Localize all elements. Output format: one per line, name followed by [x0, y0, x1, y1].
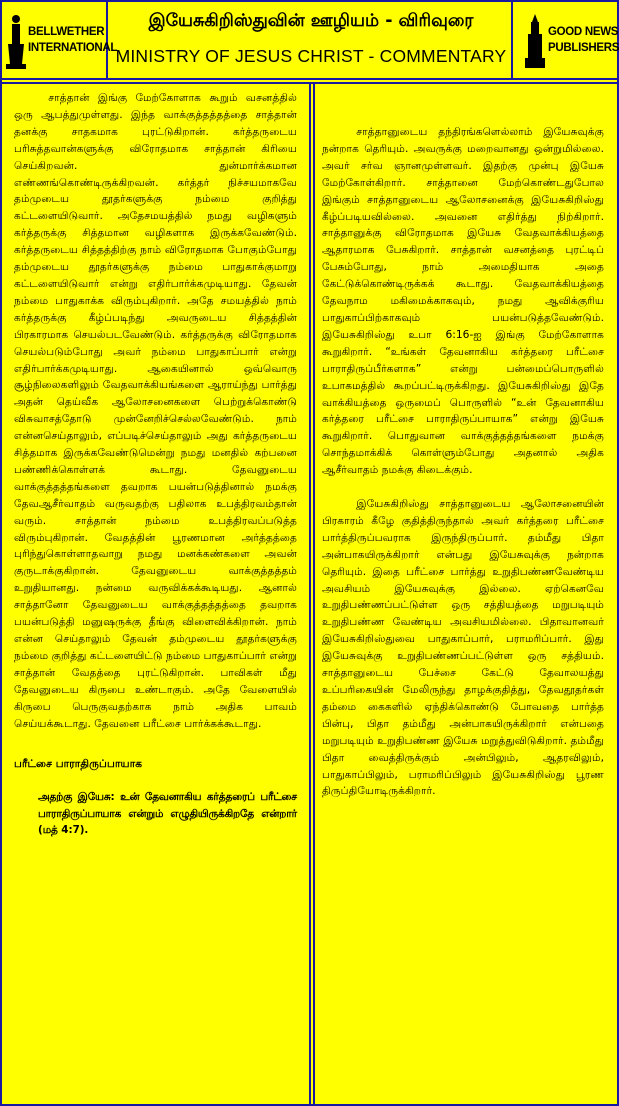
- good-news-logo: [518, 6, 619, 74]
- column-divider-a: [309, 84, 311, 1106]
- title-tamil: இயேசுகிறிஸ்துவின் ஊழியம் - விரிவுரை: [148, 11, 474, 31]
- section-subheading: பரீட்சை பாராதிருப்பாயாக: [14, 757, 143, 771]
- title-english: MINISTRY OF JESUS CHRIST - COMMENTARY: [115, 46, 507, 66]
- right-paragraph-2: இயேசுகிறிஸ்து சாத்தானுடைய ஆலோசனையின் பிரகாரம் கீழே குதித்திருந்தால் அவர் கர்த்தரை பரீட்சை பார்த்திருப்பவராக இருந்திருப்பார். தம்மீது பிதா அன்பாகயிருக்கிறார் என்பது இயேசுவுக்கு நன்றாக தெரியும். இதை பரீட்சை பார்த்து உறுதிபண்ணவேண்டிய அவசியம் இயேசுவுக்கு இல்லை. ஏற்கெனவே உறுதிபண்ணப்பட்டுள்ள ஒரு சத்தியத்தை மறுபடியும் உறுதிபண்ண வேண்டிய அவசியமில்லை. பிதாவானவர் இயேசுகிறிஸ்துவை பாதுகாப்பார், பராமரிப்பார். இது இயேசுவுக்கு உறுதிபண்ணப்பட்டுள்ள ஒரு சத்தியம். சாத்தானுடைய பேச்சை கேட்டு தேவாலயத்து உப்பரிகையின் மேலிருந்து தாழக்குதித்து, தேவதூதர்கள் தம்மை கைகளில் ஏந்திக்கொண்டு போவதை பார்த்த பின்பு, பிதா தம்மீது அன்பாகயிருக்கிறார் என்பதை மறுபடியும் உறுதிபண்ண இயேசு மறுத்துவிடுகிறார். தம்மீது பிதா வைத்திருக்கும் அன்பிலும், ஆதரவிலும், பாதுகாப்பிலும், பராமரிப்பிலும் இயேசுகிறிஸ்து பூரண திருப்தியோடிருக்கிறார்.: [322, 497, 604, 798]
- logo-right-line-2: PUBLISHERS: [548, 42, 619, 54]
- header-divider-right: [511, 0, 513, 80]
- logo-left-line-1: BELLWETHER: [28, 26, 105, 38]
- good-news-tower-icon: [524, 14, 546, 70]
- bellwether-figure-icon: [6, 14, 26, 72]
- paragraph-gap: [322, 479, 604, 496]
- right-paragraph-1: சாத்தானுடைய தந்திரங்களெல்லாம் இயேசுவுக்கு நன்றாக தெரியும். அவருக்கு மறைவானது ஒன்றுமில்லை. அவர் சர்வ ஞானமுள்ளவர். இதற்கு முன்பு இயேசு மேற்கோள்கிறார். சாத்தானை மேற்கொண்டதுபோல இங்கும் சாத்தானுடைய ஆலோசனைக்கு இயேசுகிறிஸ்து கீழ்ப்படியவில்லை. அவனை எதிர்த்து நிற்கிறார். சாத்தானுக்கு விரோதமாக இயேசு வேதவாக்கியத்தை ஆதாரமாக பேசுகிறார். சாத்தான் வசனத்தை புரட்டிப் பேசும்போது, நாம் அமைதியாக அதை கேட்டுக்கொண்டிருக்கக் கூடாது. வேதவாக்கியத்தை தேவநாம மகிமைக்காகவும், நமது ஆவிக்குரிய பாதுகாப்பிற்காகவும் பயன்படுத்தவேண்டும். இயேசுகிறிஸ்து உபா 6:16-ஐ இங்கு மேற்கோளாக கூறுகிறார். “உங்கள் தேவனாகிய கர்த்தரை பரீட்சை பாராதிருப்பீர்களாக” என்று பன்மைப்பொருளில் உபாகமத்தில் கூறப்பட்டிருக்கிறது. இயேசுகிறிஸ்து இதே வாக்கியத்தை ஒருமைப் பொருளில் “உன் தேவனாகிய கர்த்தரை பரீட்சை பாராதிருப்பாயாக” என்று இயேசு கூறுகிறார். பொதுவான வாக்குத்தத்தங்களை நமக்கு சொந்தமாக்கிக் கொள்ளும்போது அதனால் அதிக ஆசீர்வாதம் நமக்கு கிடைக்கும்.: [322, 125, 604, 477]
- header-bottom-rule: [0, 78, 619, 80]
- scripture-quote: அதற்கு இயேசு: உன் தேவனாகிய கர்த்தரைப் பரீட்சை பாராதிருப்பாயாக என்றும் எழுதியிருக்கிறதே என்றார் (மத் 4:7).: [38, 791, 297, 837]
- bellwether-logo: [4, 6, 118, 74]
- column-divider-b: [313, 84, 315, 1106]
- left-column: [14, 90, 297, 839]
- left-paragraph: சாத்தான் இங்கு மேற்கோளாக கூறும் வசனத்தில் ஒரு ஆபத்துமுள்ளது. இந்த வாக்குத்தத்தத்தை சாத்தான் தனக்கு சாதகமாக புரட்டுகிறான். கர்த்தருடைய பரிசுத்தவான்களுக்கு விரோதமாக சாத்தான் கிரியை செய்கிறவன். துன்மார்க்கமான எண்ணங்கொண்டிருக்கிறவன். கர்த்தர் நிச்சயமாகவே தம்முடைய தூதர்களுக்கு நம்மை குறித்து கட்டளையிடுவார். அதேசமயத்தில் நமது வழிகளும் கர்த்தருக்கு சித்தமான வழிகளாக இருக்கவேண்டும். கர்த்தருடைய சித்தத்திற்கு நாம் விரோதமாக போகும்போது தம்முடைய தூதர்களுக்கு நம்மை பாதுகாக்குமாறு கட்டளையிடுவார் என்று எதிர்பார்க்கமுடியாது. தேவன் நம்மை பாதுகாக்க விரும்புகிறார். அதே சமயத்தில் நாம் கர்த்தருக்கு கீழ்ப்படிந்து அவருடைய சித்தத்தின் பிரகாரமாக செயல்படவேண்டும். கர்த்தருக்கு விரோதமாக செயல்படும்போது அவர் நம்மை பாதுகாப்பார் என்று எதிர்பார்க்கமுடியாது. ஆகையினால் ஒவ்வொரு சூழ்நிலைகளிலும் வேதவாக்கியங்களை ஆராய்ந்து பார்த்து அதன் தெய்வீக ஆலோசனைகளை பெற்றுக்கொண்டு விசுவாசத்தோடு முன்னேறிச்செல்லவேண்டும். நாம் என்னசெய்தாலும், எப்படிச்செய்தாலும் அது கர்த்தருடைய சித்தமாக இருக்கவேண்டுமென்று நமது மனதில் கற்பனை பண்ணிக்கொள்ளக் கூடாது. தேவனுடைய வாக்குத்தத்தங்களை தவறாக பயன்படுத்தினால் நமக்கு தேவஆசீர்வாதம் வருவதற்கு பதிலாக உபத்திரவம்தான் வரும். சாத்தான் நம்மை உபத்திரவப்படுத்த விரும்புகிறான். வேதத்தின் பூரணமான அர்த்தத்தை புரிந்துகொள்ளாதவாறு நமது மனக்கண்களை அவன் குருடாக்குகிறான். தேவனுடைய வாக்குத்தத்தம் உறுதியானது. நன்மை வருவிக்கக்கூடியது. ஆனால் சாத்தானோ தேவனுடைய வாக்குத்தத்தத்தை தவறாக பயன்படுத்தி மனுஷருக்கு தீங்கு விளைவிக்கிறான். நாம் என்ன செய்தாலும் தேவன் தம்முடைய தூதர்களுக்கு நம்மை குறித்து கட்டளையிட்டு நம்மை பாதுகாப்பார் என்று சாத்தான் வேதத்தை புரட்டுகிறான். பாவிகள் மீது தேவனுடைய கிருபை உண்டாகும். அதே வேளையில் கிருபை பெருகுவதற்காக நாம் அதிக பாவம் செய்யக்கூடாது. தேவனை பரீட்சை பார்க்கக்கூடாது.: [14, 91, 297, 730]
- right-column: [322, 124, 604, 800]
- left-border: [0, 0, 2, 1106]
- logo-right-line-1: GOOD NEWS: [548, 26, 619, 38]
- logo-left-line-2: INTERNATIONAL: [28, 42, 118, 54]
- header-top-rule: [0, 0, 619, 2]
